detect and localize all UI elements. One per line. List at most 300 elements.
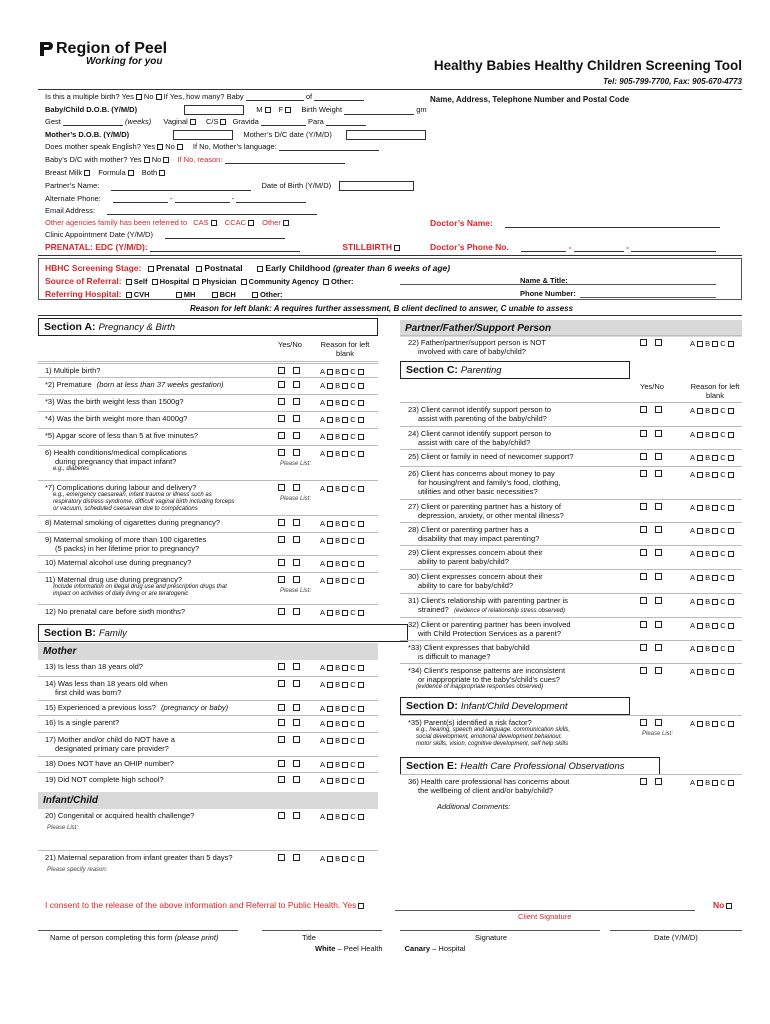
reason-a-checkbox[interactable] xyxy=(327,369,333,375)
question-text: 18) Does NOT have an OHIP number? xyxy=(45,759,174,768)
reason-c-checkbox[interactable] xyxy=(358,856,364,862)
reason-c-checkbox[interactable] xyxy=(728,721,734,727)
no-checkbox[interactable] xyxy=(293,760,300,767)
left-yesno-18 xyxy=(274,760,304,769)
left-reason-15: A B C xyxy=(320,704,364,713)
reason-a-checkbox[interactable] xyxy=(327,383,333,389)
para-field[interactable] xyxy=(326,125,366,126)
reason-c-checkbox[interactable] xyxy=(728,472,734,478)
yes-checkbox[interactable] xyxy=(640,470,647,477)
yes-checkbox[interactable] xyxy=(640,667,647,674)
reason-a-checkbox[interactable] xyxy=(697,455,703,461)
yes-checkbox[interactable] xyxy=(640,339,647,346)
reason-b-checkbox[interactable] xyxy=(342,434,348,440)
both-checkbox[interactable] xyxy=(159,170,165,176)
no-checkbox[interactable] xyxy=(293,559,300,566)
feeding-row: Breast Milk Formula Both xyxy=(45,168,165,177)
yes-checkbox[interactable] xyxy=(278,559,285,566)
reason-c-checkbox[interactable] xyxy=(358,417,364,423)
reason-b-checkbox[interactable] xyxy=(712,669,718,675)
reason-a-checkbox[interactable] xyxy=(697,528,703,534)
no-checkbox[interactable] xyxy=(293,663,300,670)
no-checkbox[interactable] xyxy=(293,484,300,491)
no-checkbox[interactable] xyxy=(293,449,300,456)
no-checkbox[interactable] xyxy=(655,503,662,510)
reason-b-checkbox[interactable] xyxy=(342,682,348,688)
question-note: or vacuum, scheduled caesarean due to complications xyxy=(53,506,198,512)
reason-a-checkbox[interactable] xyxy=(327,486,333,492)
partner-dob-box[interactable] xyxy=(339,181,414,191)
yes-checkbox[interactable] xyxy=(640,778,647,785)
reason-c-checkbox[interactable] xyxy=(358,400,364,406)
reason-c-checkbox[interactable] xyxy=(728,623,734,629)
reason-a-checkbox[interactable] xyxy=(697,669,703,675)
edc-field[interactable] xyxy=(150,251,300,252)
reason-c-checkbox[interactable] xyxy=(358,665,364,671)
reason-b-checkbox[interactable] xyxy=(712,505,718,511)
physician-checkbox[interactable] xyxy=(193,279,199,285)
reason-b-checkbox[interactable] xyxy=(342,578,348,584)
reason-b-checkbox[interactable] xyxy=(712,599,718,605)
reason-c-checkbox[interactable] xyxy=(728,408,734,414)
reason-c-checkbox[interactable] xyxy=(728,599,734,605)
english-no-checkbox[interactable] xyxy=(177,144,183,150)
hospital-checkbox[interactable] xyxy=(152,279,158,285)
reason-a-checkbox[interactable] xyxy=(697,341,703,347)
reason-a-checkbox[interactable] xyxy=(697,721,703,727)
no-checkbox[interactable] xyxy=(655,453,662,460)
reason-b-checkbox[interactable] xyxy=(342,538,348,544)
reason-c-checkbox[interactable] xyxy=(358,561,364,567)
no-checkbox[interactable] xyxy=(293,576,300,583)
reason-c-checkbox[interactable] xyxy=(358,383,364,389)
baby-number-field[interactable] xyxy=(246,100,304,101)
doctor-phone-2[interactable] xyxy=(574,251,624,252)
yes-checkbox[interactable] xyxy=(278,680,285,687)
reason-a-checkbox[interactable] xyxy=(327,538,333,544)
reason-a-checkbox[interactable] xyxy=(697,472,703,478)
reason-a-checkbox[interactable] xyxy=(697,408,703,414)
additional-comments-label: Additional Comments: xyxy=(437,802,511,811)
reason-b-checkbox[interactable] xyxy=(712,646,718,652)
reason-a-checkbox[interactable] xyxy=(327,610,333,616)
reason-c-checkbox[interactable] xyxy=(728,432,734,438)
right-yesno-8 xyxy=(636,549,666,558)
question-note: motor skills, vision, cognitive development, self help skills xyxy=(416,741,569,747)
multiple-yes-checkbox[interactable] xyxy=(136,94,142,100)
breast-milk-checkbox[interactable] xyxy=(84,170,90,176)
question-note: (evidence of inappropriate responses observed) xyxy=(416,684,544,690)
multiple-no-checkbox[interactable] xyxy=(156,94,162,100)
yes-checkbox[interactable] xyxy=(278,704,285,711)
reason-c-checkbox[interactable] xyxy=(358,762,364,768)
baby-total-field[interactable] xyxy=(314,100,364,101)
reason-b-checkbox[interactable] xyxy=(342,738,348,744)
section-c-reason-header: Reason for left blank xyxy=(690,382,740,400)
reason-a-checkbox[interactable] xyxy=(327,778,333,784)
no-checkbox[interactable] xyxy=(655,621,662,628)
yes-checkbox[interactable] xyxy=(640,549,647,556)
yes-checkbox[interactable] xyxy=(278,719,285,726)
gravida-field[interactable] xyxy=(261,125,306,126)
yes-checkbox[interactable] xyxy=(640,406,647,413)
no-checkbox[interactable] xyxy=(293,398,300,405)
reason-c-checkbox[interactable] xyxy=(728,341,734,347)
birth-weight-field[interactable] xyxy=(344,114,414,115)
section-c-yesno-header: Yes/No xyxy=(640,382,664,391)
question-text: is difficult to manage? xyxy=(418,652,491,661)
language-field[interactable] xyxy=(279,150,379,151)
no-checkbox[interactable] xyxy=(293,608,300,615)
reason-b-checkbox[interactable] xyxy=(342,400,348,406)
reason-c-checkbox[interactable] xyxy=(358,578,364,584)
yes-checkbox[interactable] xyxy=(640,573,647,580)
babydc-no-checkbox[interactable] xyxy=(163,157,169,163)
org-tagline: Working for you xyxy=(86,56,163,67)
mh-checkbox[interactable] xyxy=(176,292,182,298)
reason-c-checkbox[interactable] xyxy=(728,528,734,534)
section-a-header: Section A: Pregnancy & Birth xyxy=(38,318,378,336)
female-checkbox[interactable] xyxy=(285,107,291,113)
reason-b-checkbox[interactable] xyxy=(712,780,718,786)
reason-b-checkbox[interactable] xyxy=(712,472,718,478)
reason-c-checkbox[interactable] xyxy=(728,575,734,581)
question-text: 22) Father/partner/support person is NOT xyxy=(408,338,546,347)
no-checkbox[interactable] xyxy=(293,812,300,819)
left-question-19 xyxy=(45,775,164,784)
please-list-label: Please List: xyxy=(280,496,312,502)
other-agency-checkbox[interactable] xyxy=(283,220,289,226)
alt-phone-3[interactable] xyxy=(236,202,306,203)
yes-checkbox[interactable] xyxy=(278,398,285,405)
left-reason-1: A B C xyxy=(320,367,364,376)
reason-c-checkbox[interactable] xyxy=(358,738,364,744)
cs-checkbox[interactable] xyxy=(220,119,226,125)
reason-c-checkbox[interactable] xyxy=(358,369,364,375)
no-checkbox[interactable] xyxy=(293,432,300,439)
gest-field[interactable] xyxy=(63,125,123,126)
yes-checkbox[interactable] xyxy=(278,381,285,388)
left-question-9 xyxy=(45,535,206,553)
left-yesno-1 xyxy=(274,367,304,376)
yes-checkbox[interactable] xyxy=(278,663,285,670)
left-question-14 xyxy=(45,679,168,697)
yes-checkbox[interactable] xyxy=(278,536,285,543)
other-hospital-checkbox[interactable] xyxy=(252,292,258,298)
reason-b-checkbox[interactable] xyxy=(342,451,348,457)
no-checkbox[interactable] xyxy=(655,406,662,413)
reason-c-checkbox[interactable] xyxy=(358,538,364,544)
doctor-name-field[interactable] xyxy=(505,227,720,228)
question-text: *2) Premature xyxy=(45,380,92,389)
consent-no-checkbox[interactable] xyxy=(726,903,732,909)
reason-b-checkbox[interactable] xyxy=(342,762,348,768)
reason-b-checkbox[interactable] xyxy=(342,778,348,784)
other-source-checkbox[interactable] xyxy=(323,279,329,285)
no-checkbox[interactable] xyxy=(655,719,662,726)
email-row: Email Address: xyxy=(45,206,317,215)
reason-a-checkbox[interactable] xyxy=(327,561,333,567)
reason-a-checkbox[interactable] xyxy=(327,706,333,712)
yes-checkbox[interactable] xyxy=(640,621,647,628)
email-field[interactable] xyxy=(107,214,317,215)
question-text: 27) Client or parenting partner has a history of xyxy=(408,502,561,511)
right-reason-13: A B C xyxy=(690,667,734,676)
early-childhood-checkbox[interactable] xyxy=(257,266,263,272)
no-checkbox[interactable] xyxy=(655,470,662,477)
no-checkbox[interactable] xyxy=(293,519,300,526)
reason-b-checkbox[interactable] xyxy=(342,561,348,567)
reason-b-checkbox[interactable] xyxy=(342,856,348,862)
community-agency-checkbox[interactable] xyxy=(241,279,247,285)
no-checkbox[interactable] xyxy=(293,704,300,711)
reason-c-checkbox[interactable] xyxy=(358,682,364,688)
left-question-6 xyxy=(45,448,187,473)
reason-a-checkbox[interactable] xyxy=(327,762,333,768)
reason-a-checkbox[interactable] xyxy=(327,738,333,744)
no-checkbox[interactable] xyxy=(293,367,300,374)
yes-checkbox[interactable] xyxy=(278,812,285,819)
doctor-phone-3[interactable] xyxy=(631,251,716,252)
question-note: e.g., hearing, speech and language, communication skills, xyxy=(416,727,571,733)
reason-c-checkbox[interactable] xyxy=(358,451,364,457)
yes-checkbox[interactable] xyxy=(278,736,285,743)
no-checkbox[interactable] xyxy=(655,778,662,785)
reason-a-checkbox[interactable] xyxy=(327,856,333,862)
question-text: assist with care of the baby/child? xyxy=(418,438,531,447)
referring-hospital-row: Referring Hospital: CVH MH BCH Other: xyxy=(45,289,283,299)
consent-no: No xyxy=(713,900,732,910)
no-checkbox[interactable] xyxy=(293,415,300,422)
reason-a-checkbox[interactable] xyxy=(327,400,333,406)
no-checkbox[interactable] xyxy=(655,526,662,533)
org-name: Region of Peel xyxy=(56,40,168,57)
no-checkbox[interactable] xyxy=(655,339,662,346)
right-reason-8: A B C xyxy=(690,549,734,558)
question-text: 10) Maternal alcohol use during pregnancy? xyxy=(45,558,192,567)
reason-a-checkbox[interactable] xyxy=(327,451,333,457)
reason-c-checkbox[interactable] xyxy=(358,610,364,616)
reason-c-checkbox[interactable] xyxy=(728,505,734,511)
no-checkbox[interactable] xyxy=(655,549,662,556)
left-reason-12: A B C xyxy=(320,608,364,617)
question-text: first child was born? xyxy=(55,688,122,697)
reason-a-checkbox[interactable] xyxy=(697,623,703,629)
reason-b-checkbox[interactable] xyxy=(712,528,718,534)
no-checkbox[interactable] xyxy=(655,430,662,437)
reason-b-checkbox[interactable] xyxy=(342,610,348,616)
no-checkbox[interactable] xyxy=(655,573,662,580)
yes-checkbox[interactable] xyxy=(278,367,285,374)
clinic-date-field[interactable] xyxy=(165,238,285,239)
left-reason-21: A B C xyxy=(320,854,364,863)
yes-checkbox[interactable] xyxy=(278,854,285,861)
question-text: 8) Maternal smoking of cigarettes during pregnancy? xyxy=(45,518,221,527)
yes-checkbox[interactable] xyxy=(278,608,285,615)
reason-field[interactable] xyxy=(225,163,345,164)
reason-a-checkbox[interactable] xyxy=(327,682,333,688)
right-reason-10: A B C xyxy=(690,597,734,606)
right-question-7 xyxy=(408,525,539,543)
reason-b-checkbox[interactable] xyxy=(342,521,348,527)
reason-b-checkbox[interactable] xyxy=(342,486,348,492)
right-reason-2: A B C xyxy=(690,406,734,415)
vaginal-checkbox[interactable] xyxy=(190,119,196,125)
name-title-row: Name & Title: xyxy=(520,276,568,285)
yes-checkbox[interactable] xyxy=(640,719,647,726)
reason-b-checkbox[interactable] xyxy=(712,575,718,581)
yes-checkbox[interactable] xyxy=(278,432,285,439)
reason-a-checkbox[interactable] xyxy=(327,417,333,423)
question-note: e.g., diabetes xyxy=(53,466,90,472)
yes-checkbox[interactable] xyxy=(278,519,285,526)
reason-c-checkbox[interactable] xyxy=(728,669,734,675)
reason-a-checkbox[interactable] xyxy=(697,646,703,652)
reason-a-checkbox[interactable] xyxy=(327,434,333,440)
reason-b-checkbox[interactable] xyxy=(342,665,348,671)
footer-title-label: Title xyxy=(302,933,316,942)
yes-checkbox[interactable] xyxy=(278,776,285,783)
no-checkbox[interactable] xyxy=(655,644,662,651)
reason-b-checkbox[interactable] xyxy=(712,408,718,414)
question-note: (born at less than 37 weeks gestation) xyxy=(96,380,224,389)
reason-b-checkbox[interactable] xyxy=(342,417,348,423)
reason-b-checkbox[interactable] xyxy=(342,721,348,727)
male-checkbox[interactable] xyxy=(265,107,271,113)
reason-c-checkbox[interactable] xyxy=(358,814,364,820)
reason-b-checkbox[interactable] xyxy=(342,369,348,375)
cvh-checkbox[interactable] xyxy=(126,292,132,298)
left-yesno-6 xyxy=(274,449,304,458)
copy-distribution: White – Peel Health Canary – Hospital xyxy=(315,944,466,953)
postnatal-checkbox[interactable] xyxy=(196,266,202,272)
no-checkbox[interactable] xyxy=(293,536,300,543)
reason-a-checkbox[interactable] xyxy=(327,665,333,671)
ccac-checkbox[interactable] xyxy=(248,220,254,226)
bch-checkbox[interactable] xyxy=(212,292,218,298)
baby-dob-box[interactable] xyxy=(184,105,244,115)
reason-b-checkbox[interactable] xyxy=(712,721,718,727)
reason-c-checkbox[interactable] xyxy=(728,780,734,786)
consent-yes-checkbox[interactable] xyxy=(358,903,364,909)
right-yesno-15 xyxy=(636,778,666,787)
prenatal-checkbox[interactable] xyxy=(148,266,154,272)
reason-a-checkbox[interactable] xyxy=(327,814,333,820)
left-yesno-17 xyxy=(274,736,304,745)
no-checkbox[interactable] xyxy=(293,680,300,687)
english-yes-checkbox[interactable] xyxy=(157,144,163,150)
yes-checkbox[interactable] xyxy=(278,484,285,491)
no-checkbox[interactable] xyxy=(293,719,300,726)
legend: Reason for left blank: A requires further assessment, B client declined to answer, C unable to assess xyxy=(190,304,574,313)
no-checkbox[interactable] xyxy=(655,597,662,604)
babydc-yes-checkbox[interactable] xyxy=(144,157,150,163)
stillbirth-checkbox[interactable] xyxy=(394,245,400,251)
question-text: 17) Mother and/or child do NOT have a xyxy=(45,735,175,744)
no-checkbox[interactable] xyxy=(293,854,300,861)
reason-c-checkbox[interactable] xyxy=(358,434,364,440)
left-reason-9: A B C xyxy=(320,536,364,545)
reason-b-checkbox[interactable] xyxy=(712,623,718,629)
reason-a-checkbox[interactable] xyxy=(327,521,333,527)
yes-checkbox[interactable] xyxy=(278,760,285,767)
reason-c-checkbox[interactable] xyxy=(358,706,364,712)
reason-b-checkbox[interactable] xyxy=(342,706,348,712)
right-question-6 xyxy=(408,502,564,520)
reason-c-checkbox[interactable] xyxy=(358,721,364,727)
right-yesno-7 xyxy=(636,526,666,535)
reason-a-checkbox[interactable] xyxy=(697,505,703,511)
question-text: 15) Experienced a previous loss? xyxy=(45,703,156,712)
reason-a-checkbox[interactable] xyxy=(697,551,703,557)
left-reason-7: A B C xyxy=(320,484,364,493)
reason-b-checkbox[interactable] xyxy=(712,341,718,347)
yes-checkbox[interactable] xyxy=(640,597,647,604)
right-yesno-3 xyxy=(636,430,666,439)
doctor-phone-1[interactable] xyxy=(521,251,566,252)
reason-c-checkbox[interactable] xyxy=(728,455,734,461)
infant-subheader: Infant/Child xyxy=(38,792,378,809)
alt-phone-2[interactable] xyxy=(175,202,230,203)
right-reason-5: A B C xyxy=(690,470,734,479)
alt-phone-1[interactable] xyxy=(113,202,168,203)
footer-name-label: Name of person completing this form (please print) xyxy=(50,933,219,942)
left-yesno-5 xyxy=(274,432,304,441)
yes-checkbox[interactable] xyxy=(640,526,647,533)
yes-checkbox[interactable] xyxy=(278,576,285,583)
yes-checkbox[interactable] xyxy=(278,415,285,422)
yes-checkbox[interactable] xyxy=(640,430,647,437)
no-checkbox[interactable] xyxy=(655,667,662,674)
mother-dc-box[interactable] xyxy=(346,130,426,140)
section-d-header: Section D: Infant/Child Development xyxy=(400,697,630,715)
reason-b-checkbox[interactable] xyxy=(712,455,718,461)
yes-checkbox[interactable] xyxy=(278,449,285,456)
reason-a-checkbox[interactable] xyxy=(697,599,703,605)
cas-checkbox[interactable] xyxy=(211,220,217,226)
reason-a-checkbox[interactable] xyxy=(697,432,703,438)
yes-checkbox[interactable] xyxy=(640,503,647,510)
reason-c-checkbox[interactable] xyxy=(358,778,364,784)
question-text: for housing/rent and family’s food, clothing, xyxy=(418,478,561,487)
reason-a-checkbox[interactable] xyxy=(327,721,333,727)
self-checkbox[interactable] xyxy=(126,279,132,285)
reason-a-checkbox[interactable] xyxy=(697,780,703,786)
reason-a-checkbox[interactable] xyxy=(327,578,333,584)
reason-c-checkbox[interactable] xyxy=(728,646,734,652)
reason-c-checkbox[interactable] xyxy=(358,521,364,527)
reason-b-checkbox[interactable] xyxy=(712,432,718,438)
right-yesno-12 xyxy=(636,644,666,653)
mother-dob-box[interactable] xyxy=(173,130,233,140)
left-yesno-12 xyxy=(274,608,304,617)
yes-checkbox[interactable] xyxy=(640,453,647,460)
no-checkbox[interactable] xyxy=(293,776,300,783)
doctor-row: Doctor’s Name: xyxy=(430,218,720,228)
reason-c-checkbox[interactable] xyxy=(358,486,364,492)
no-checkbox[interactable] xyxy=(293,736,300,743)
formula-checkbox[interactable] xyxy=(128,170,134,176)
reason-a-checkbox[interactable] xyxy=(697,575,703,581)
reason-c-checkbox[interactable] xyxy=(728,551,734,557)
partner-name-field[interactable] xyxy=(111,190,251,191)
left-yesno-15 xyxy=(274,704,304,713)
yes-checkbox[interactable] xyxy=(640,644,647,651)
reason-b-checkbox[interactable] xyxy=(712,551,718,557)
no-checkbox[interactable] xyxy=(293,381,300,388)
reason-b-checkbox[interactable] xyxy=(342,383,348,389)
reason-b-checkbox[interactable] xyxy=(342,814,348,820)
